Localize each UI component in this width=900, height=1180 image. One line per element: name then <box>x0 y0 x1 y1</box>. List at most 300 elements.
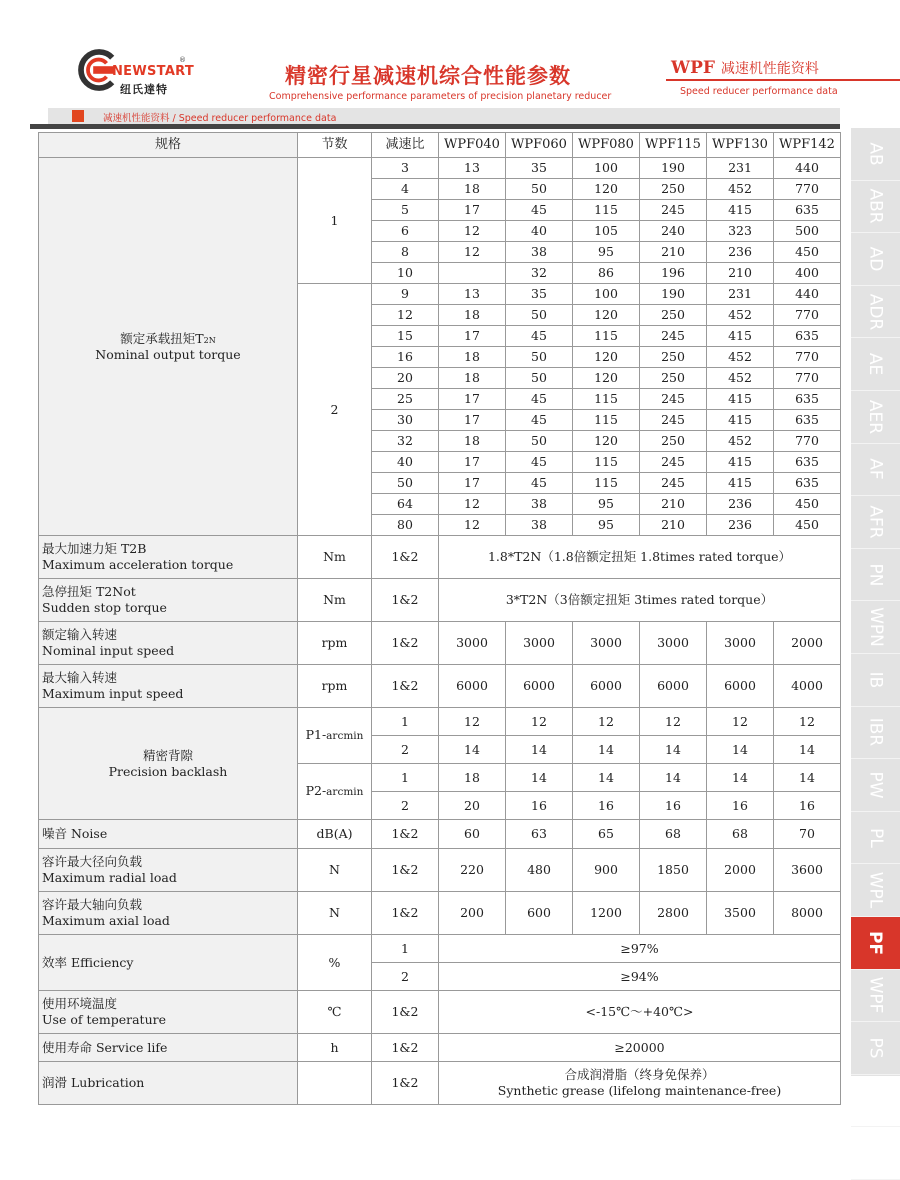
row-label <box>39 892 298 935</box>
header-model: WPF040 <box>439 133 506 158</box>
value-cell: 245 <box>640 326 707 347</box>
tab-af[interactable] <box>851 444 900 497</box>
value-cell: 245 <box>640 200 707 221</box>
header-ratio: 减速比 <box>372 133 439 158</box>
row-label-en: Maximum input speed <box>42 686 184 701</box>
tab-label: AE <box>865 352 886 376</box>
value-cell: 50 <box>506 179 573 200</box>
series-subtitle: Speed reducer performance data <box>680 86 838 97</box>
unit-cell: % <box>298 935 372 991</box>
ratio-cell: 15 <box>372 326 439 347</box>
ratio-cell: 25 <box>372 389 439 410</box>
tab-ab[interactable] <box>851 128 900 181</box>
unit-cell: N <box>298 892 372 935</box>
value-cell: 323 <box>707 221 774 242</box>
row-label-cn: 额定输入转速 <box>42 627 118 643</box>
tab-pf[interactable] <box>851 917 900 970</box>
tab-label: ADR <box>865 293 886 330</box>
table-row <box>39 935 841 963</box>
value-cell: 480 <box>506 849 573 892</box>
brand-logo <box>78 46 195 100</box>
merged-value-cell: <-15℃～+40℃> <box>439 991 841 1034</box>
merged-value-cell: ≥94% <box>439 963 841 991</box>
tab-wpn[interactable] <box>851 601 900 654</box>
value-cell <box>439 263 506 284</box>
section-marker-icon <box>72 110 84 122</box>
value-cell: 45 <box>506 326 573 347</box>
value-cell: 17 <box>439 452 506 473</box>
value-cell: 415 <box>707 410 774 431</box>
value-cell: 2000 <box>774 622 841 665</box>
tab-label: PS <box>865 1037 886 1059</box>
unit-cell: rpm <box>298 622 372 665</box>
tab-ib[interactable] <box>851 654 900 707</box>
unit-cell <box>298 764 372 820</box>
value-cell: 65 <box>573 820 640 849</box>
value-cell: 196 <box>640 263 707 284</box>
ratio-cell: 9 <box>372 284 439 305</box>
tab-ntx[interactable] <box>851 1127 900 1180</box>
tab-label: IB <box>865 671 886 689</box>
value-cell: 245 <box>640 410 707 431</box>
table-row <box>39 1062 841 1105</box>
row-label-cn: 容许最大轴向负载 <box>42 897 143 913</box>
stage-cell: 1&2 <box>372 1034 439 1062</box>
value-cell: 14 <box>707 736 774 764</box>
value-cell: 452 <box>707 431 774 452</box>
row-label-subscript: 2N <box>203 335 216 345</box>
row-label-cn: 使用环境温度 <box>42 996 118 1012</box>
row-label-en: Nominal input speed <box>42 643 175 658</box>
row-label <box>39 820 298 849</box>
value-cell: 14 <box>774 736 841 764</box>
value-cell: 12 <box>439 494 506 515</box>
merged-value-cell <box>439 1062 841 1105</box>
value-cell: 16 <box>774 792 841 820</box>
value-cell: 18 <box>439 764 506 792</box>
stage-cell: 2 <box>372 736 439 764</box>
value-cell: 6000 <box>573 665 640 708</box>
tab-label: AER <box>865 399 886 434</box>
ratio-cell: 3 <box>372 158 439 179</box>
tab-abr[interactable] <box>851 181 900 234</box>
value-cell: 3000 <box>573 622 640 665</box>
tab-pl[interactable] <box>851 812 900 865</box>
value-cell: 770 <box>774 347 841 368</box>
merged-value-cell: 3*T2N（3倍额定扭矩 3times rated torque） <box>439 579 841 622</box>
merged-value-cell: ≥20000 <box>439 1034 841 1062</box>
value-cell: 12 <box>439 515 506 536</box>
stage-cell: 1&2 <box>372 536 439 579</box>
value-cell: 236 <box>707 494 774 515</box>
tab-ps[interactable] <box>851 1022 900 1075</box>
value-cell: 2800 <box>640 892 707 935</box>
tab-aer[interactable] <box>851 391 900 444</box>
value-cell: 770 <box>774 179 841 200</box>
logo-chinese-name: 纽氏達特 <box>120 83 168 96</box>
tab-label: WPL <box>865 871 886 909</box>
stage-cell: 2 <box>372 792 439 820</box>
value-cell: 100 <box>573 158 640 179</box>
value-cell: 14 <box>506 764 573 792</box>
tab-label: PL <box>865 827 886 848</box>
value-cell: 415 <box>707 452 774 473</box>
value-cell: 17 <box>439 473 506 494</box>
value-cell: 2000 <box>707 849 774 892</box>
value-cell: 250 <box>640 431 707 452</box>
stage-cell: 2 <box>298 284 372 536</box>
value-cell: 635 <box>774 389 841 410</box>
table-row <box>39 158 841 179</box>
value-cell: 12 <box>774 708 841 736</box>
value-cell: 14 <box>439 736 506 764</box>
value-cell: 3500 <box>707 892 774 935</box>
row-label-cn: 效率 Efficiency <box>42 954 134 970</box>
value-cell: 95 <box>573 494 640 515</box>
value-cell: 210 <box>640 515 707 536</box>
value-cell: 4000 <box>774 665 841 708</box>
stage-cell: 1&2 <box>372 849 439 892</box>
value-cell: 13 <box>439 158 506 179</box>
ratio-cell: 4 <box>372 179 439 200</box>
value-cell: 115 <box>573 410 640 431</box>
value-cell: 452 <box>707 368 774 389</box>
value-cell: 17 <box>439 389 506 410</box>
value-cell: 210 <box>640 242 707 263</box>
value-cell: 6000 <box>640 665 707 708</box>
value-cell: 18 <box>439 179 506 200</box>
table-row <box>39 622 841 665</box>
table-row <box>39 133 841 158</box>
value-cell: 245 <box>640 452 707 473</box>
value-cell: 6000 <box>707 665 774 708</box>
value-cell: 20 <box>439 792 506 820</box>
header-rule <box>666 79 900 81</box>
value-cell: 3600 <box>774 849 841 892</box>
tab-label: IBR <box>865 718 886 747</box>
value-cell: 415 <box>707 473 774 494</box>
ratio-cell: 80 <box>372 515 439 536</box>
value-cell: 190 <box>640 284 707 305</box>
tab-label: AB <box>865 142 886 166</box>
value-cell: 50 <box>506 305 573 326</box>
value-cell: 45 <box>506 200 573 221</box>
value-cell: 250 <box>640 305 707 326</box>
ratio-cell: 40 <box>372 452 439 473</box>
value-cell: 12 <box>707 708 774 736</box>
stage-cell: 1&2 <box>372 622 439 665</box>
ratio-cell: 16 <box>372 347 439 368</box>
row-label-cn: 使用寿命 Service life <box>42 1039 168 1055</box>
row-label <box>39 579 298 622</box>
value-cell: 68 <box>640 820 707 849</box>
table-row <box>39 849 841 892</box>
unit-cell: N <box>298 849 372 892</box>
value-cell: 500 <box>774 221 841 242</box>
value-cell: 45 <box>506 389 573 410</box>
section-divider <box>30 124 840 129</box>
value-cell: 14 <box>707 764 774 792</box>
value-cell: 1200 <box>573 892 640 935</box>
value-cell: 115 <box>573 389 640 410</box>
value-cell: 120 <box>573 347 640 368</box>
row-label <box>39 1062 298 1105</box>
value-cell: 440 <box>774 158 841 179</box>
value-cell: 635 <box>774 200 841 221</box>
value-cell: 95 <box>573 515 640 536</box>
value-cell: 200 <box>439 892 506 935</box>
ratio-cell: 10 <box>372 263 439 284</box>
value-cell: 45 <box>506 473 573 494</box>
row-label <box>39 849 298 892</box>
stage-cell: 1&2 <box>372 1062 439 1105</box>
value-cell: 12 <box>640 708 707 736</box>
ratio-cell: 8 <box>372 242 439 263</box>
row-label <box>39 622 298 665</box>
row-label-cn: 精密背隙 <box>142 747 193 763</box>
row-label <box>39 1034 298 1062</box>
table-row <box>39 665 841 708</box>
value-cell: 452 <box>707 179 774 200</box>
value-cell: 635 <box>774 410 841 431</box>
page-title: 精密行星减速机综合性能参数 <box>285 64 571 88</box>
table-row <box>39 820 841 849</box>
value-cell: 440 <box>774 284 841 305</box>
value-cell: 40 <box>506 221 573 242</box>
table-row <box>39 536 841 579</box>
ratio-cell: 64 <box>372 494 439 515</box>
value-cell: 50 <box>506 347 573 368</box>
value-cell: 190 <box>640 158 707 179</box>
value-cell: 452 <box>707 305 774 326</box>
row-label-en: Maximum axial load <box>42 913 170 928</box>
value-cell: 900 <box>573 849 640 892</box>
value-cell: 13 <box>439 284 506 305</box>
tab-adr[interactable] <box>851 286 900 339</box>
header-model: WPF142 <box>774 133 841 158</box>
ratio-cell: 12 <box>372 305 439 326</box>
value-cell: 231 <box>707 158 774 179</box>
value-cell: 50 <box>506 368 573 389</box>
tab-label: AF <box>865 458 886 481</box>
value-cell: 120 <box>573 305 640 326</box>
newstart-logo-icon <box>78 48 116 92</box>
stage-cell: 1&2 <box>372 991 439 1034</box>
value-cell: 450 <box>774 494 841 515</box>
value-cell: 3000 <box>640 622 707 665</box>
page-subtitle: Comprehensive performance parameters of precision planetary reducer <box>269 91 612 102</box>
row-label <box>39 536 298 579</box>
tab-label: PW <box>865 771 886 799</box>
value-cell: 86 <box>573 263 640 284</box>
tab-label: ABR <box>865 188 886 224</box>
value-cell: 12 <box>439 708 506 736</box>
tab-ae[interactable] <box>851 338 900 391</box>
value-cell: 38 <box>506 242 573 263</box>
value-cell: 68 <box>707 820 774 849</box>
value-cell: 32 <box>506 263 573 284</box>
value-cell: 3000 <box>506 622 573 665</box>
merged-value-cell: ≥97% <box>439 935 841 963</box>
value-cell: 115 <box>573 326 640 347</box>
series-title <box>671 58 819 78</box>
value-cell: 70 <box>774 820 841 849</box>
value-cell: 120 <box>573 368 640 389</box>
backlash-grade: P1- <box>305 727 327 743</box>
value-cell: 16 <box>573 792 640 820</box>
value-cell: 105 <box>573 221 640 242</box>
tab-wpl[interactable] <box>851 864 900 917</box>
unit-arcmin: arcmin <box>326 786 364 799</box>
row-label-cn: 润滑 Lubrication <box>42 1075 145 1091</box>
value-cell: 770 <box>774 368 841 389</box>
value-cell: 18 <box>439 347 506 368</box>
value-cell: 400 <box>774 263 841 284</box>
value-cell: 14 <box>640 764 707 792</box>
value-cell: 8000 <box>774 892 841 935</box>
row-label-en: Use of temperature <box>42 1012 166 1027</box>
series-title-cn: 减速机性能资料 <box>720 61 819 77</box>
performance-table <box>38 132 841 1105</box>
tab-wpf[interactable] <box>851 970 900 1023</box>
row-label-cn: 额定承载扭矩T <box>120 330 204 346</box>
value-cell: 45 <box>506 410 573 431</box>
value-cell: 12 <box>506 708 573 736</box>
unit-cell: Nm <box>298 579 372 622</box>
row-label-cn: 噪音 Noise <box>42 826 108 842</box>
unit-arcmin: arcmin <box>326 730 364 743</box>
value-cell: 18 <box>439 368 506 389</box>
value-cell: 3000 <box>707 622 774 665</box>
value-cell: 450 <box>774 242 841 263</box>
value-cell: 450 <box>774 515 841 536</box>
value-cell: 17 <box>439 200 506 221</box>
row-label <box>39 991 298 1034</box>
row-label-en: Sudden stop torque <box>42 600 167 615</box>
tab-label: WPS <box>865 1081 886 1120</box>
value-cell: 210 <box>707 263 774 284</box>
tab-label: NTX <box>865 1135 886 1171</box>
stage-cell: 1 <box>372 708 439 736</box>
stage-cell: 1&2 <box>372 579 439 622</box>
backlash-grade: P2- <box>305 783 327 799</box>
value-cell: 770 <box>774 305 841 326</box>
value-cell: 12 <box>439 242 506 263</box>
value-cell: 1850 <box>640 849 707 892</box>
value-cell: 38 <box>506 515 573 536</box>
value-cell: 236 <box>707 515 774 536</box>
row-label-en: Nominal output torque <box>95 346 241 362</box>
table-row <box>39 892 841 935</box>
ratio-cell: 6 <box>372 221 439 242</box>
value-cell: 120 <box>573 179 640 200</box>
section-label: 减速机性能资料 / Speed reducer performance data <box>103 113 337 124</box>
value-cell: 415 <box>707 389 774 410</box>
value-cell: 14 <box>506 736 573 764</box>
unit-cell <box>298 708 372 764</box>
ratio-cell: 5 <box>372 200 439 221</box>
tab-label: WPN <box>865 607 886 648</box>
header-spec: 规格 <box>39 133 298 158</box>
stage-cell: 1&2 <box>372 892 439 935</box>
row-label-en: Maximum radial load <box>42 870 177 885</box>
value-cell: 12 <box>439 221 506 242</box>
value-cell: 16 <box>707 792 774 820</box>
value-cell: 18 <box>439 431 506 452</box>
value-cell: 17 <box>439 410 506 431</box>
row-label-cn: 最大输入转速 <box>42 670 118 686</box>
unit-cell <box>298 1062 372 1105</box>
value-cell: 95 <box>573 242 640 263</box>
series-tab-bar <box>851 128 900 1171</box>
row-label <box>39 158 298 536</box>
row-label-cn: 最大加速力矩 T2B <box>42 541 147 557</box>
header-model: WPF060 <box>506 133 573 158</box>
row-label-cn: 急停扭矩 T2Not <box>42 584 136 600</box>
ratio-cell: 50 <box>372 473 439 494</box>
header-model: WPF080 <box>573 133 640 158</box>
row-label-en: Maximum acceleration torque <box>42 557 234 572</box>
value-cell: 250 <box>640 368 707 389</box>
value-cell: 452 <box>707 347 774 368</box>
value-cell: 38 <box>506 494 573 515</box>
tab-afr[interactable] <box>851 496 900 549</box>
header-stage: 节数 <box>298 133 372 158</box>
logo-registered-mark: ® <box>179 56 186 64</box>
page-header <box>0 0 900 108</box>
value-cell: 250 <box>640 179 707 200</box>
ratio-cell: 20 <box>372 368 439 389</box>
value-cell: 115 <box>573 473 640 494</box>
value-cell: 60 <box>439 820 506 849</box>
value-cell: 50 <box>506 431 573 452</box>
value-cell: 14 <box>573 764 640 792</box>
tab-pn[interactable] <box>851 549 900 602</box>
value-cell: 16 <box>506 792 573 820</box>
value-cell: 245 <box>640 473 707 494</box>
value-cell: 210 <box>640 494 707 515</box>
ratio-cell: 30 <box>372 410 439 431</box>
logo-name: NEWSTART <box>112 64 195 79</box>
value-cell: 115 <box>573 200 640 221</box>
table-row <box>39 708 841 736</box>
value-cell: 240 <box>640 221 707 242</box>
tab-label: PF <box>865 930 886 955</box>
value-cell: 231 <box>707 284 774 305</box>
stage-cell: 1&2 <box>372 820 439 849</box>
table-row <box>39 991 841 1034</box>
value-cell: 635 <box>774 473 841 494</box>
value-cell: 250 <box>640 347 707 368</box>
value-cell: 35 <box>506 158 573 179</box>
value-cell: 3000 <box>439 622 506 665</box>
value-cell: 635 <box>774 326 841 347</box>
unit-cell: h <box>298 1034 372 1062</box>
tab-ibr[interactable] <box>851 707 900 760</box>
unit-cell: Nm <box>298 536 372 579</box>
value-cell: 14 <box>640 736 707 764</box>
table-row <box>39 1034 841 1062</box>
unit-cell: dB(A) <box>298 820 372 849</box>
tab-ad[interactable] <box>851 233 900 286</box>
value-cell: 635 <box>774 452 841 473</box>
value-cell: 115 <box>573 452 640 473</box>
header-model: WPF115 <box>640 133 707 158</box>
tab-pw[interactable] <box>851 759 900 812</box>
tab-wps[interactable] <box>851 1075 900 1128</box>
value-cell: 120 <box>573 431 640 452</box>
tab-label: WPF <box>865 976 886 1014</box>
